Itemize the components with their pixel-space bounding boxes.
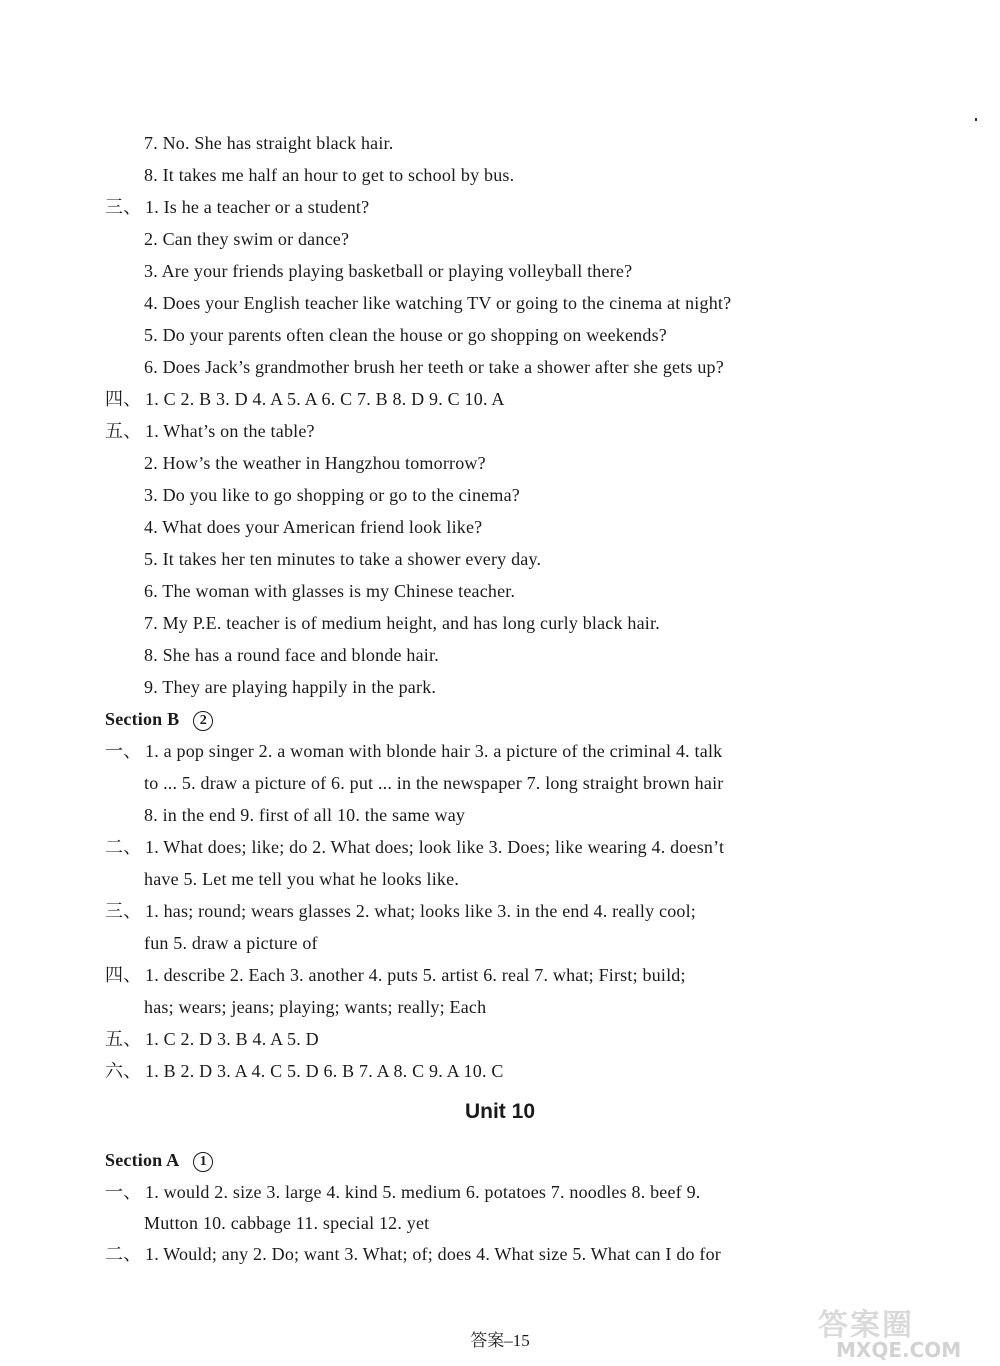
answer-line xyxy=(105,899,696,923)
question-4-line xyxy=(105,387,505,411)
scan-speck xyxy=(975,118,977,121)
answer-line: 9. They are playing happily in the park. xyxy=(144,677,437,697)
answer-line xyxy=(105,1242,721,1266)
answer-text: 1. C 2. B 3. D 4. A 5. A 6. C 7. B 8. D 9. C 10. A xyxy=(145,389,505,409)
answer-line xyxy=(105,835,724,859)
answer-line: have 5. Let me tell you what he looks like. xyxy=(144,869,460,889)
question-marker: 二、 xyxy=(105,837,142,857)
answer-text: 1. would 2. size 3. large 4. kind 5. medium 6. potatoes 7. noodles 8. beef 9. xyxy=(145,1182,701,1202)
answer-line: to ... 5. draw a picture of 6. put ... in the newspaper 7. long straight brown hair xyxy=(144,773,724,793)
circled-number: 1 xyxy=(193,1152,213,1172)
answer-line: 7. No. She has straight black hair. xyxy=(144,133,394,153)
answer-line xyxy=(105,739,722,763)
question-marker: 四、 xyxy=(105,389,142,409)
question-marker: 五、 xyxy=(105,421,142,441)
answer-line: 8. It takes me half an hour to get to school by bus. xyxy=(144,165,515,185)
answer-text: 1. has; round; wears glasses 2. what; looks like 3. in the end 4. really cool; xyxy=(145,901,696,921)
answer-line xyxy=(105,1059,504,1083)
answer-text: 1. describe 2. Each 3. another 4. puts 5. artist 6. real 7. what; First; build; xyxy=(145,965,686,985)
answer-line: 2. Can they swim or dance? xyxy=(144,229,350,249)
answer-line: 2. How’s the weather in Hangzhou tomorrow? xyxy=(144,453,486,473)
answer-line: 8. in the end 9. first of all 10. the same way xyxy=(144,805,466,825)
answer-line xyxy=(105,1027,319,1051)
answer-text: 1. C 2. D 3. B 4. A 5. D xyxy=(145,1029,319,1049)
answer-text: 1. a pop singer 2. a woman with blonde hair 3. a picture of the criminal 4. talk xyxy=(145,741,723,761)
answer-line: 6. Does Jack’s grandmother brush her teeth or take a shower after she gets up? xyxy=(144,357,724,377)
question-marker: 一、 xyxy=(105,1182,142,1202)
section-heading-b xyxy=(105,707,213,731)
question-marker: 四、 xyxy=(105,965,142,985)
answer-line: 4. Does your English teacher like watching TV or going to the cinema at night? xyxy=(144,293,732,313)
watermark-logo: 答案圈 xyxy=(818,1308,914,1343)
watermark-url: MXQE.COM xyxy=(836,1338,962,1362)
answer-text: 1. Would; any 2. Do; want 3. What; of; does 4. What size 5. What can I do for xyxy=(145,1244,722,1264)
circled-number: 2 xyxy=(193,711,213,731)
answer-line: 3. Are your friends playing basketball or playing volleyball there? xyxy=(144,261,633,281)
answer-text: 1. B 2. D 3. A 4. C 5. D 6. B 7. A 8. C 9. A 10. C xyxy=(145,1061,504,1081)
answer-line: 4. What does your American friend look like? xyxy=(144,517,483,537)
question-3-line xyxy=(105,195,369,219)
unit-title: Unit 10 xyxy=(464,1100,535,1123)
answer-line: 7. My P.E. teacher is of medium height, and has long curly black hair. xyxy=(144,613,660,633)
question-5-line xyxy=(105,419,315,443)
question-marker: 三、 xyxy=(105,197,142,217)
answer-text: 1. What does; like; do 2. What does; look like 3. Does; like wearing 4. doesn’t xyxy=(145,837,725,857)
question-marker: 二、 xyxy=(105,1244,142,1264)
question-marker: 一、 xyxy=(105,741,142,761)
answer-line: has; wears; jeans; playing; wants; really; Each xyxy=(144,997,487,1017)
answer-text: 1. Is he a teacher or a student? xyxy=(145,197,370,217)
answer-line: Mutton 10. cabbage 11. special 12. yet xyxy=(144,1213,430,1233)
section-label: Section B xyxy=(105,709,180,729)
question-marker: 五、 xyxy=(105,1029,142,1049)
question-marker: 六、 xyxy=(105,1061,142,1081)
section-label: Section A xyxy=(105,1150,180,1170)
answer-line: 8. She has a round face and blonde hair. xyxy=(144,645,439,665)
question-marker: 三、 xyxy=(105,901,142,921)
answer-line: 3. Do you like to go shopping or go to the cinema? xyxy=(144,485,520,505)
answer-line: 5. Do your parents often clean the house or go shopping on weekends? xyxy=(144,325,667,345)
answer-line: fun 5. draw a picture of xyxy=(144,933,318,953)
answer-line xyxy=(105,1180,700,1204)
answer-line: 5. It takes her ten minutes to take a shower every day. xyxy=(144,549,542,569)
page-number: 答案–15 xyxy=(470,1331,530,1350)
answer-text: 1. What’s on the table? xyxy=(145,421,315,441)
section-heading-a xyxy=(105,1148,213,1172)
answer-line: 6. The woman with glasses is my Chinese teacher. xyxy=(144,581,516,601)
answer-line xyxy=(105,963,686,987)
